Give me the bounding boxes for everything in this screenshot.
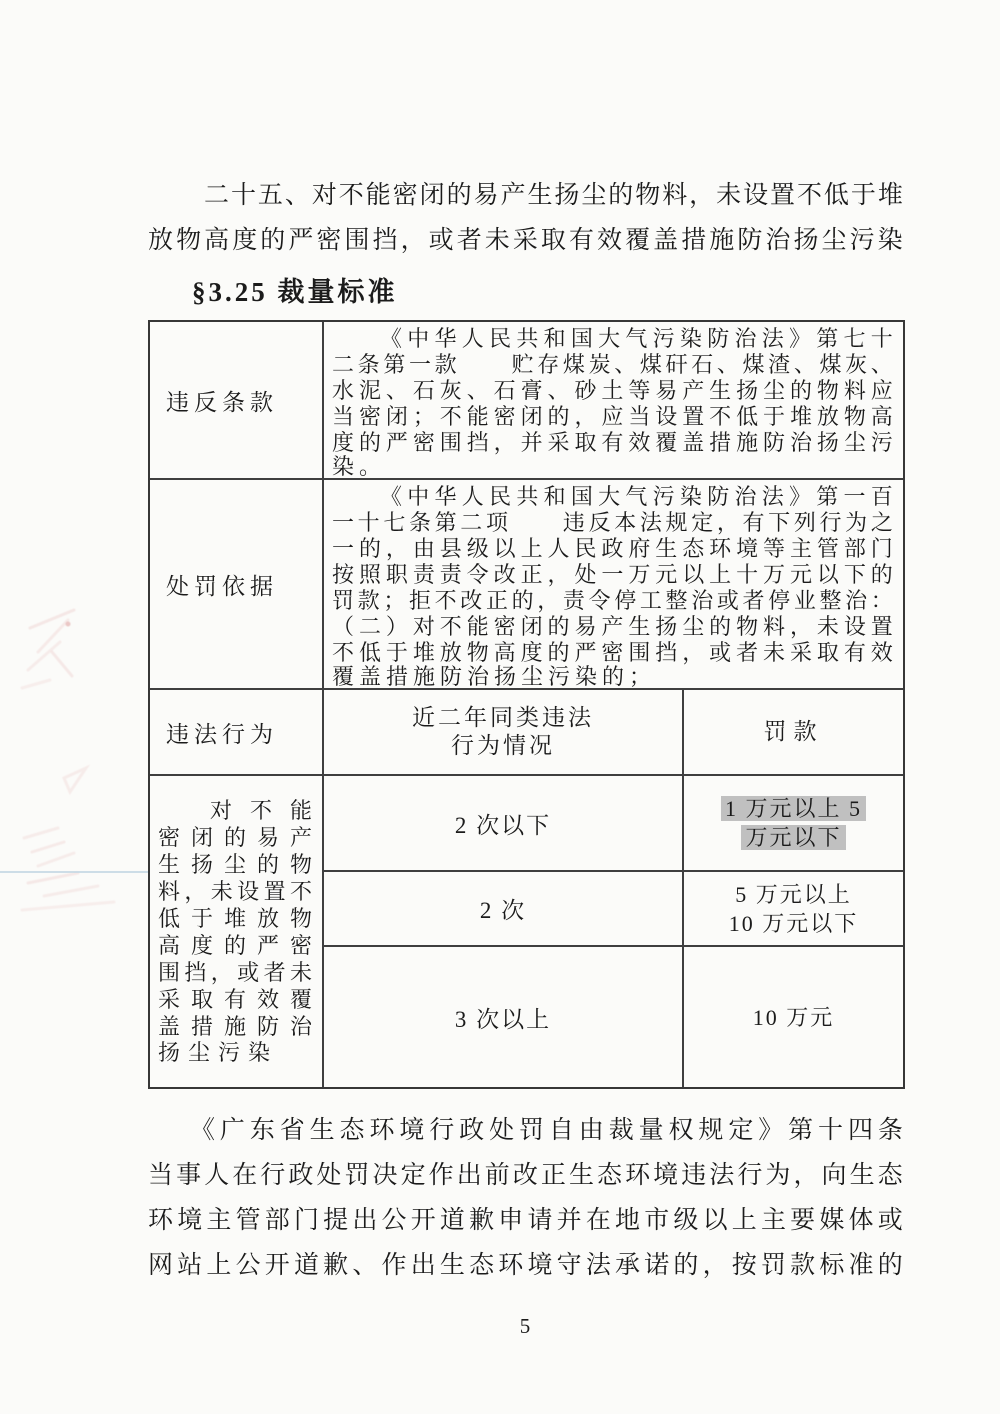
cell-line: 度 的 严 密 围 挡 ， 并 采 取 有 效 覆 盖 措 施 防 治 扬 尘 污	[332, 429, 893, 455]
cell-line: 二 条 第 一 款 贮 存 煤 炭 、 煤 矸 石 、 煤 渣 、 煤 灰 、	[332, 351, 893, 377]
cell-line: 采 取 有 效 覆	[158, 987, 312, 1012]
cell-line: 《 中 华 人 民 共 和 国 大 气 污 染 防 治 法 》 第 七 十	[380, 325, 893, 351]
cell-line: 低 于 堆 放 物	[158, 906, 312, 931]
cell-line: 覆盖措施防治扬尘污染的；	[332, 664, 657, 689]
tier-count-cell: 2 次以下	[324, 776, 684, 872]
highlighted-text: 1 万元以上 5	[721, 796, 866, 821]
paragraph-line: 环 境 主 管 部 门 提 出 公 开 道 歉 申 请 并 在 地 市 级 以 上 主 要 媒 体 或	[148, 1206, 903, 1234]
paragraph-line: 放 物 高 度 的 严 密 围 挡 ， 或 者 未 采 取 有 效 覆 盖 措 施 防 治 扬 尘 污 染	[148, 226, 903, 254]
violation-clause-cell	[324, 322, 903, 480]
cell-line: 当 密 闭 ； 不 能 密 闭 的 ， 应 当 设 置 不 低 于 堆 放 物 高	[332, 403, 893, 429]
cell-line: 不 低 于 堆 放 物 高 度 的 严 密 围 挡 ， 或 者 未 采 取 有 效	[332, 639, 893, 665]
fine-line: 10 万元	[752, 1004, 835, 1030]
cell-line: 生 扬 尘 的 物	[158, 852, 312, 877]
intro-paragraph	[148, 170, 903, 260]
table-header-fine	[684, 690, 903, 776]
scan-artifact-line	[0, 871, 149, 873]
tier-fine-cell	[684, 947, 903, 1087]
cell-line: 罚 款 ； 拒 不 改 正 的 ， 责 令 停 工 整 治 或 者 停 业 整 治 ：	[332, 587, 893, 613]
cell-line: 料 ， 未 设 置 不	[158, 879, 312, 904]
footer-paragraph	[148, 1105, 903, 1285]
fine-line: 10 万元以下	[728, 910, 859, 936]
cell-line: 一 的 ， 由 县 级 以 上 人 民 政 府 生 态 环 境 等 主 管 部 门	[332, 535, 893, 561]
cell-line: 围 挡 ， 或 者 未	[158, 960, 312, 985]
cell-line: 盖 措 施 防 治	[158, 1014, 312, 1039]
fine-line: 5 万元以上	[735, 881, 852, 907]
header-line: 近二年同类违法	[412, 705, 594, 730]
paragraph-line: 网 站 上 公 开 道 歉 、 作 出 生 态 环 境 守 法 承 诺 的 ， 按 罚 款 标 准 的	[148, 1251, 903, 1279]
discretion-standard-table	[148, 320, 905, 1089]
cell-line: 一 十 七 条 第 二 项 违 反 本 法 规 定 ， 有 下 列 行 为 之	[332, 509, 893, 535]
penalty-basis-cell	[324, 480, 903, 690]
cell-line: 扬尘污染	[158, 1040, 279, 1065]
cell-line: 按 照 职 责 责 令 改 正 ， 处 一 万 元 以 上 十 万 元 以 下 的	[332, 561, 893, 587]
section-heading: §3.25 裁量标准	[192, 277, 398, 307]
paragraph-line: 《 广 东 省 生 态 环 境 行 政 处 罚 自 由 裁 量 权 规 定 》 第 十 四 条	[190, 1116, 903, 1144]
tier-fine-cell-highlighted	[684, 776, 903, 872]
cell-line: 染。	[332, 454, 387, 479]
tier-fine-cell	[684, 872, 903, 947]
red-seal-fragment	[2, 590, 142, 925]
cell-line: 高 度 的 严 密	[158, 933, 312, 958]
highlighted-text: 万元以下	[741, 825, 845, 850]
cell-line: 《 中 华 人 民 共 和 国 大 气 污 染 防 治 法 》 第 一 百	[380, 483, 893, 509]
behavior-description-cell	[150, 776, 324, 1087]
cell-line: 对 不 能	[210, 798, 312, 823]
paragraph-line: 当 事 人 在 行 政 处 罚 决 定 作 出 前 改 正 生 态 环 境 违 法 行 为 ， 向 生 态	[148, 1161, 903, 1189]
header-line: 罚款	[763, 719, 824, 744]
cell-line: 水 泥 、 石 灰 、 石 膏 、 砂 土 等 易 产 生 扬 尘 的 物 料 应	[332, 377, 893, 403]
tier-count-cell: 2 次	[324, 872, 684, 947]
table-header-behavior: 违法行为	[150, 690, 324, 776]
tier-count-cell: 3 次以上	[324, 947, 684, 1087]
cell-line: 密 闭 的 易 产	[158, 825, 312, 850]
header-line: 行为情况	[451, 733, 555, 758]
page-number: 5	[519, 1314, 532, 1338]
cell-line: （ 二 ） 对 不 能 密 闭 的 易 产 生 扬 尘 的 物 料 ， 未 设 置	[332, 613, 893, 639]
paragraph-line: 二 十 五 、 对 不 能 密 闭 的 易 产 生 扬 尘 的 物 料 ， 未 设 置 不 低 于 堆	[204, 181, 903, 209]
table-label-penalty-basis: 处罚依据	[150, 480, 324, 690]
table-label-violation-clause: 违反条款	[150, 322, 324, 480]
table-header-history	[324, 690, 684, 776]
